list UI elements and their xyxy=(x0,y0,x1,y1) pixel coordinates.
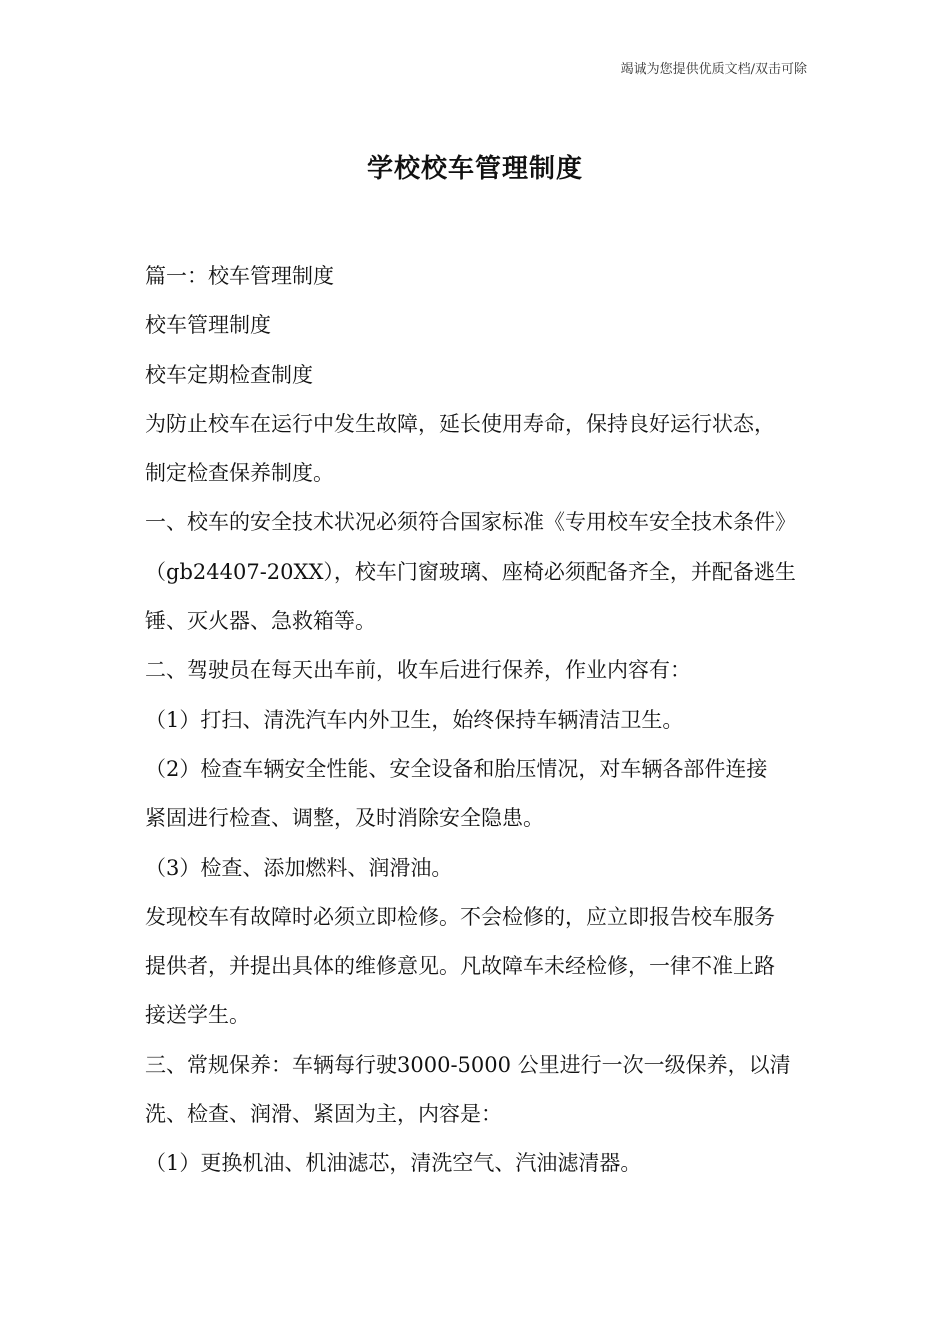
paragraph-line: 制定检查保养制度。 xyxy=(145,461,334,486)
paragraph-line: 提供者，并提出具体的维修意见。凡故障车未经检修，一律不准上路 xyxy=(145,954,775,979)
paragraph-line: （gb24407-20XX），校车门窗玻璃、座椅必须配备齐全，并配备逃生 xyxy=(145,559,796,584)
paragraph-line: 为防止校车在运行中发生故障，延长使用寿命，保持良好运行状态， xyxy=(145,411,775,436)
paragraph-line: 紧固进行检查、调整，及时消除安全隐患。 xyxy=(145,806,544,831)
paragraph-line: 三、常规保养：车辆每行驶3000-5000 公里进行一次一级保养，以清 xyxy=(145,1052,791,1077)
document-body xyxy=(145,252,817,1189)
paragraph-line: 锤、灭火器、急救箱等。 xyxy=(145,609,376,634)
paragraph-line: 一、校车的安全技术状况必须符合国家标准《专用校车安全技术条件》 xyxy=(145,510,796,535)
paragraph-line: 校车定期检查制度 xyxy=(145,362,313,387)
header-note: 竭诚为您提供优质文档/双击可除 xyxy=(620,62,807,77)
document-title: 学校校车管理制度 xyxy=(366,154,583,184)
paragraph-line: 洗、检查、润滑、紧固为主，内容是： xyxy=(145,1102,502,1127)
paragraph-line: 二、驾驶员在每天出车前，收车后进行保养，作业内容有： xyxy=(145,658,691,683)
paragraph-line: （2）检查车辆安全性能、安全设备和胎压情况，对车辆各部件连接 xyxy=(145,756,768,781)
paragraph-line: 校车管理制度 xyxy=(145,313,271,338)
paragraph-line: 篇一：校车管理制度 xyxy=(145,264,334,288)
paragraph-line: 接送学生。 xyxy=(145,1003,250,1028)
paragraph-line: 发现校车有故障时必须立即检修。不会检修的，应立即报告校车服务 xyxy=(145,904,775,929)
paragraph-line: （3）检查、添加燃料、润滑油。 xyxy=(145,855,453,880)
paragraph-line: （1）更换机油、机油滤芯，清洗空气、汽油滤清器。 xyxy=(145,1151,642,1176)
paragraph-line: （1）打扫、清洗汽车内外卫生，始终保持车辆清洁卫生。 xyxy=(145,707,684,732)
